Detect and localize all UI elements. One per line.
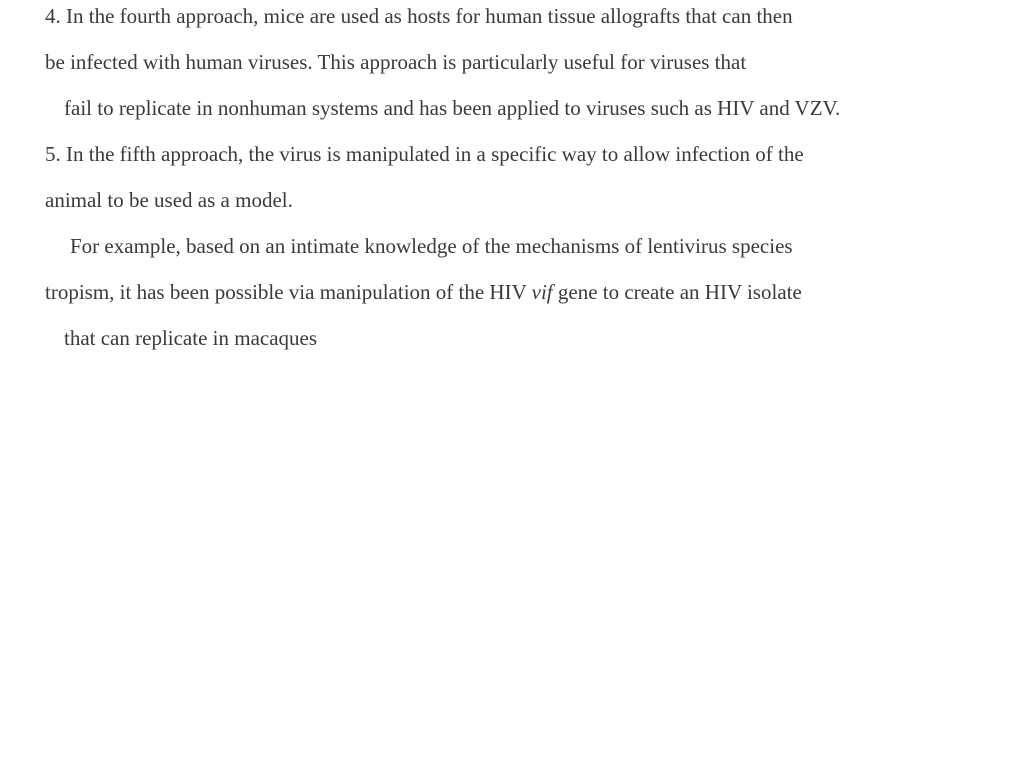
gene-name-italic: vif — [531, 280, 553, 304]
text-line-8: that can replicate in macaques — [64, 326, 318, 350]
text-line-2: be infected with human viruses. This approach is particularly useful for viruses that — [45, 50, 747, 74]
text-line-4: 5. In the fifth approach, the virus is manipulated in a specific way to allow infection of the — [45, 142, 804, 166]
text-line-1: 4. In the fourth approach, mice are used as hosts for human tissue allografts that can then — [45, 4, 793, 28]
text-line-7-start: tropism, it has been possible via manipulation of the HIV — [45, 280, 532, 304]
text-line-3: fail to replicate in nonhuman systems and has been applied to viruses such as HIV and VZV. — [64, 96, 841, 120]
text-line-5: animal to be used as a model. — [45, 188, 293, 212]
text-line-6: For example, based on an intimate knowledge of the mechanisms of lentivirus species — [70, 234, 793, 258]
text-line-7-end: gene to create an HIV isolate — [552, 280, 802, 304]
text-line-7 — [45, 278, 802, 306]
